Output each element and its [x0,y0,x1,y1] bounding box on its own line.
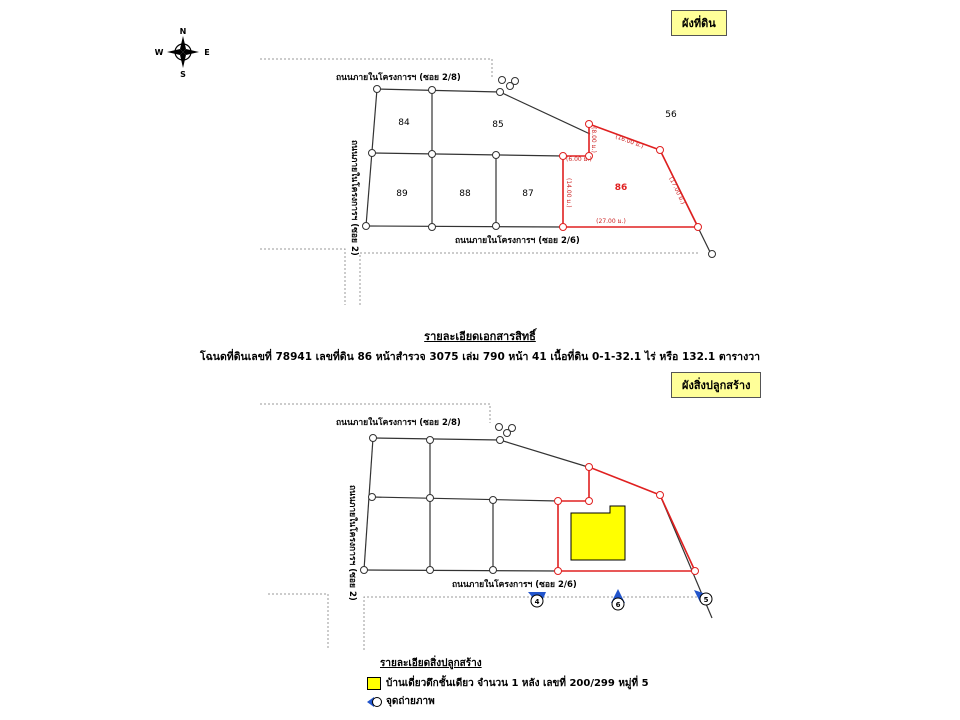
compass-n-label: N [179,27,187,36]
lot-56-label: 56 [665,110,677,120]
photo-point-5-label: 5 [703,596,709,604]
title-deed-description: โฉนดที่ดินเลขที่ 78941 เลขที่ดิน 86 หน้าสำรวจ 3075 เล่ม 790 หน้า 41 เนื้อที่ดิน 0-1-32.1 ไร่ หรือ 132.1 ตารางวา [200,351,760,363]
dimension-label: (27.00 ม.) [596,218,626,225]
lot-86-label: 86 [614,183,628,193]
dimension-label: (16.00 ม.) [614,133,645,151]
photo-point-6 [611,589,625,610]
dimension-label: (17.00 ม.) [667,175,687,206]
land-plan-badge: ผังที่ดิน [671,10,727,36]
photo-point-4-label: 4 [534,598,540,606]
building-plan-badge: ผังสิ่งปลูกสร้าง [671,372,761,398]
dimension-label: (8.00 ม.) [590,127,597,153]
lot-84-label: 84 [398,118,410,128]
photo-point-4 [528,592,546,607]
photo-point-icon [367,696,383,708]
south-road-label: ถนนภายในโครงการฯ (ซอย 2/6) [455,236,580,246]
building-details-heading: รายละเอียดสิ่งปลูกสร้าง [380,658,482,669]
lot-87-label: 87 [522,189,534,199]
west-road-label: ถนนภายในโครงการฯ (ซอย 2) [347,485,357,601]
north-road-label: ถนนภายในโครงการฯ (ซอย 2/8) [336,418,461,428]
photo-point-6-label: 6 [615,601,621,609]
west-road-label: ถนนภายในโครงการฯ (ซอย 2) [349,140,359,256]
compass-s-label: S [180,70,186,79]
dimension-label: (14.00 ม.) [565,178,572,208]
house-footprint [571,506,625,560]
legend-photo-label: จุดถ่ายภาพ [386,696,435,707]
north-road-label: ถนนภายในโครงการฯ (ซอย 2/8) [336,73,461,83]
legend-house-label: บ้านเดี่ยวตึกชั้นเดียว จำนวน 1 หลัง เลขที่ 200/299 หมู่ที่ 5 [386,678,649,689]
compass-e-label: E [204,48,210,57]
lot-85-label: 85 [492,120,504,130]
legend-house-row [367,676,649,691]
south-road-label: ถนนภายในโครงการฯ (ซอย 2/6) [452,580,577,590]
title-deed-heading: รายละเอียดเอกสารสิทธิ์ [424,330,536,343]
compass-w-label: W [155,48,164,57]
lot-88-label: 88 [459,189,471,199]
legend-photo-row [367,694,435,709]
lot-89-label: 89 [396,189,408,199]
house-swatch-icon [367,677,381,690]
dimension-label: (6.00 ม.) [566,156,592,163]
